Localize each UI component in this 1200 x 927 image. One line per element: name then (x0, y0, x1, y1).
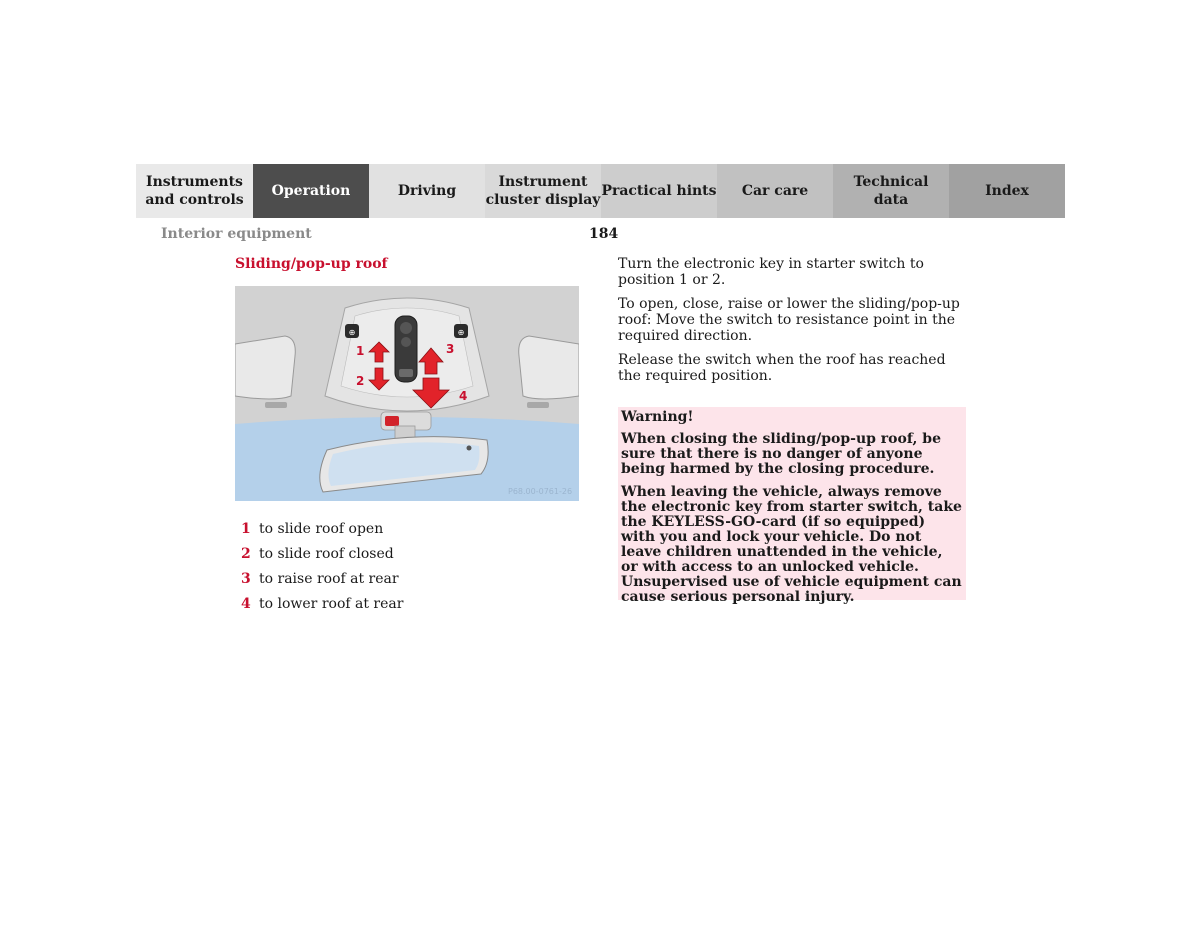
callout-3: 3 (446, 342, 455, 356)
warning-paragraph: When leaving the vehicle, always remove the electronic key from starter switch, take the KEYLESS-GO-card (if so equipped) with you and lock your vehicle. Do not leave children unattended in the vehicle, or with access to an unlocked vehicle. Unsupervised use of vehicle equipment can cause serious personal injury. (621, 484, 962, 605)
legend-number: 2 (241, 545, 251, 562)
legend-text: to lower roof at rear (259, 595, 404, 612)
legend-number: 4 (241, 595, 251, 612)
list-item (241, 516, 403, 541)
figure-code: P68.00-0761-26 (508, 487, 573, 496)
callout-1: 1 (356, 344, 365, 358)
instructions (618, 256, 968, 392)
legend-text: to slide roof open (259, 520, 384, 537)
warning-box (618, 407, 966, 605)
roof-switch-illustration (235, 286, 579, 501)
list-item (241, 541, 403, 566)
warning-title: Warning! (621, 409, 694, 425)
legend-number: 1 (241, 520, 251, 537)
legend-number: 3 (241, 570, 251, 587)
svg-text:⊕: ⊕ (457, 328, 465, 337)
instruction-paragraph: Release the switch when the roof has reached the required position. (618, 352, 946, 384)
legend-text: to slide roof closed (259, 545, 394, 562)
instruction-paragraph: To open, close, raise or lower the sliding/pop-up roof: Move the switch to resistance point in the required direction. (618, 296, 960, 344)
tab-technical-data[interactable]: Technical data (833, 164, 949, 218)
tab-car-care[interactable]: Car care (717, 164, 833, 218)
chapter-nav (136, 164, 1065, 218)
svg-text:⊕: ⊕ (348, 328, 356, 337)
tab-instruments-and-controls[interactable]: Instruments and controls (136, 164, 253, 218)
warning-paragraph: When closing the sliding/pop-up roof, be sure that there is no danger of anyone being harmed by the closing procedure. (621, 431, 941, 477)
page-title: Sliding/pop-up roof (235, 256, 388, 272)
section-label: Interior equipment (161, 226, 312, 242)
list-item (241, 566, 403, 591)
tab-driving[interactable]: Driving (369, 164, 485, 218)
tab-practical-hints[interactable]: Practical hints (601, 164, 717, 218)
callout-2: 2 (356, 374, 365, 388)
roof-switch-drawing (235, 286, 579, 501)
legend-list (241, 516, 403, 616)
instruction-paragraph: Turn the electronic key in starter switch to position 1 or 2. (618, 256, 924, 288)
page-number: 184 (589, 226, 619, 242)
list-item (241, 591, 403, 616)
callout-4: 4 (459, 389, 468, 403)
tab-instrument-cluster-display[interactable]: Instrument cluster display (485, 164, 601, 218)
tab-index[interactable]: Index (949, 164, 1065, 218)
tab-operation[interactable]: Operation (253, 164, 369, 218)
legend-text: to raise roof at rear (259, 570, 399, 587)
